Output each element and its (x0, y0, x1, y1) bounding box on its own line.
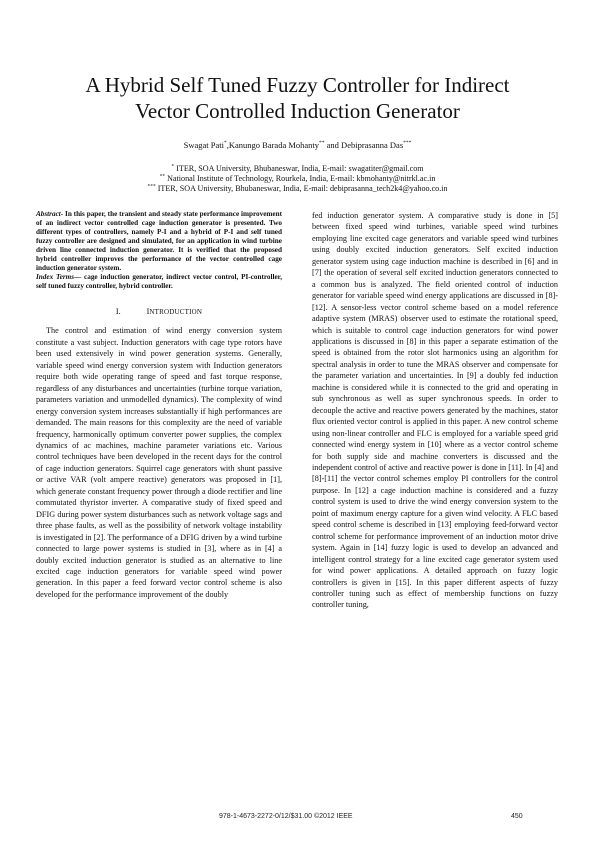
right-column (312, 210, 558, 611)
index-terms-label: Index Terms (36, 273, 75, 281)
section-number: I. (115, 307, 121, 316)
left-column (36, 210, 282, 600)
affiliation-1 (30, 164, 565, 173)
affiliation-text: ITER, SOA University, Bhubaneswar, India, E-mail: swagatiter@gmail.com (174, 164, 424, 173)
title-line-2: Vector Controlled Induction Generator (135, 99, 460, 123)
paper-title (30, 72, 565, 124)
index-terms-text: — cage induction generator, indirect vector control, PI-controller, self tuned fuzzy controller, hybrid controller. (36, 273, 282, 290)
abstract-text: In this paper, the transient and steady state performance improvement of an indirect vector controlled cage induction generator is presented. Two different types of controllers, namely P-I and a hybrid of P-I and self tuned fuzzy controller are designed and simulated, for an application in wind turbine driven line connected induction generator. It is verified that the proposed hybrid controller improves the performance of the vector controlled cage induction generator system. (36, 210, 282, 272)
affiliation-3 (30, 184, 565, 193)
author-name: Swagat Pati (183, 140, 224, 150)
author-list (30, 140, 565, 150)
author-mark: ** (319, 140, 325, 147)
body-paragraph: fed induction generator system. A comparative study is done in [5] between fixed speed wind turbines, variable speed wind turbines employing line excited cage generators and variable speed wind turbines using doubly excited induction generators. Self excited induction generator system using cage induction machine is described in [6] and in [7] the operation of several self excited induction generators connected to a common bus is analyzed. The field oriented control of induction generator for variable speed wind energy applications are discussed in [8]-[12]. A sensor-less vector control scheme based on a model reference adaptive system (MRAS) observer used to estimate the rotational speed, which is suitable to control cage induction generators for wind power applications is discussed in [8] in this paper a separate estimation of the speed is obtained from the rotor slot harmonics using an algorithm for spectral analysis in order to tune the MRAS observer and compensate for the parameter variation and uncertainties. In [9] a doubly fed induction machine is considered while it is connected to the grid and operating in sub synchronous as well as super synchronous speeds. In order to decouple the active and reactive powers generated by the machines, stator flux oriented vector control is applied in this paper. A new control scheme using non-linear controller and FLC is employed for a variable speed grid connected wind energy system in [10] where as a vector control scheme for both supply side and machine converters is discussed and the independent control of active and reactive power is done in [11]. In [4] and [8]-[11] the vector control schemes employ PI controllers for the control purpose. In [12] a cage induction machine is considered and a fuzzy control system is used to drive the wind energy conversion system to the point of maximum energy capture for a given wind velocity. A FLC based speed control scheme is described in [13] employing feed-forward vector control scheme for performance improvement of an induction motor drive system. Again in [14] fuzzy logic is used to develop an advanced and intelligent control strategy for a line excited cage generator system used for wind power applications. A detailed approach on fuzzy logic controllers is given in [15]. In this paper different aspects of fuzzy controller tuning such as effect of membership functions on fuzzy controller tuning, (312, 211, 558, 610)
body-paragraph: The control and estimation of wind energy conversion system constitute a vast subject. Induction generators with cage type rotors have been used extensively in wind power generation systems. Generally, variable speed wind energy conversion system with Induction generators require both wide operating range of speed and fast torque response, regardless of any disturbances and uncertainties (turbine torque variation, parameters variation and unmodelled dynamics). The complexity of wind energy conversion system increases substantially if high performances are demanded. The main reasons for this complexity are the need of variable frequency, harmonically optimum converter power supplies, the complex dynamics of ac machines, machine parameter variations etc. Various control techniques have been developed in the recent days for the control of cage induction generators. Squirrel cage generators with shunt passive or active VAR (volt ampere reactive) generators was proposed in [1], which generate constant frequency power through a diode rectifier and line commutated thyristor inverter. A comparative study of fixed speed and DFIG during power system disturbances such as network voltage sags and three phase faults, as well as the possibility of network voltage instability is investigated in [2]. The performance of a DFIG driven by a wind turbine connected to large power systems is studied in [3], where as in [4] a doubly excited induction generator is studied as an alternative to line excited cage induction generators for variable speed wind power generation. In this paper a feed forward vector control scheme is also developed for the performance improvement of the doubly (36, 326, 282, 599)
section-heading-introduction (36, 306, 282, 318)
affiliation-text: National Institute of Technology, Rourkela, India, E-mail: kbmohanty@nitrkl.ac.in (165, 174, 436, 183)
abstract-label: Abstract- (36, 210, 64, 218)
affiliation-2 (30, 174, 565, 183)
page-number: 450 (511, 813, 523, 820)
section-title-initial: I (146, 307, 150, 316)
title-line-1: A Hybrid Self Tuned Fuzzy Controller for Indirect (85, 73, 510, 97)
affiliation-mark: * (171, 163, 175, 170)
copyright-footer: 978-1-4673-2272-0/12/$31.00 ©2012 IEEE (219, 813, 353, 820)
abstract (36, 210, 282, 273)
affiliation-text: ITER, SOA University, Bhubaneswar, India, E-mail: debiprasanna_tech2k4@yahoo.co.in (155, 184, 448, 193)
author-name: ,Kanungo Barada Mohanty (226, 140, 320, 150)
section-title-rest: NTRODUCTION (149, 308, 203, 316)
affiliation-mark: ** (159, 173, 166, 180)
author-mark: * (223, 140, 227, 147)
affiliation-mark: *** (147, 183, 156, 190)
author-mark: *** (403, 140, 412, 147)
index-terms (36, 273, 282, 291)
author-name: and Debiprasanna Das (324, 140, 404, 150)
